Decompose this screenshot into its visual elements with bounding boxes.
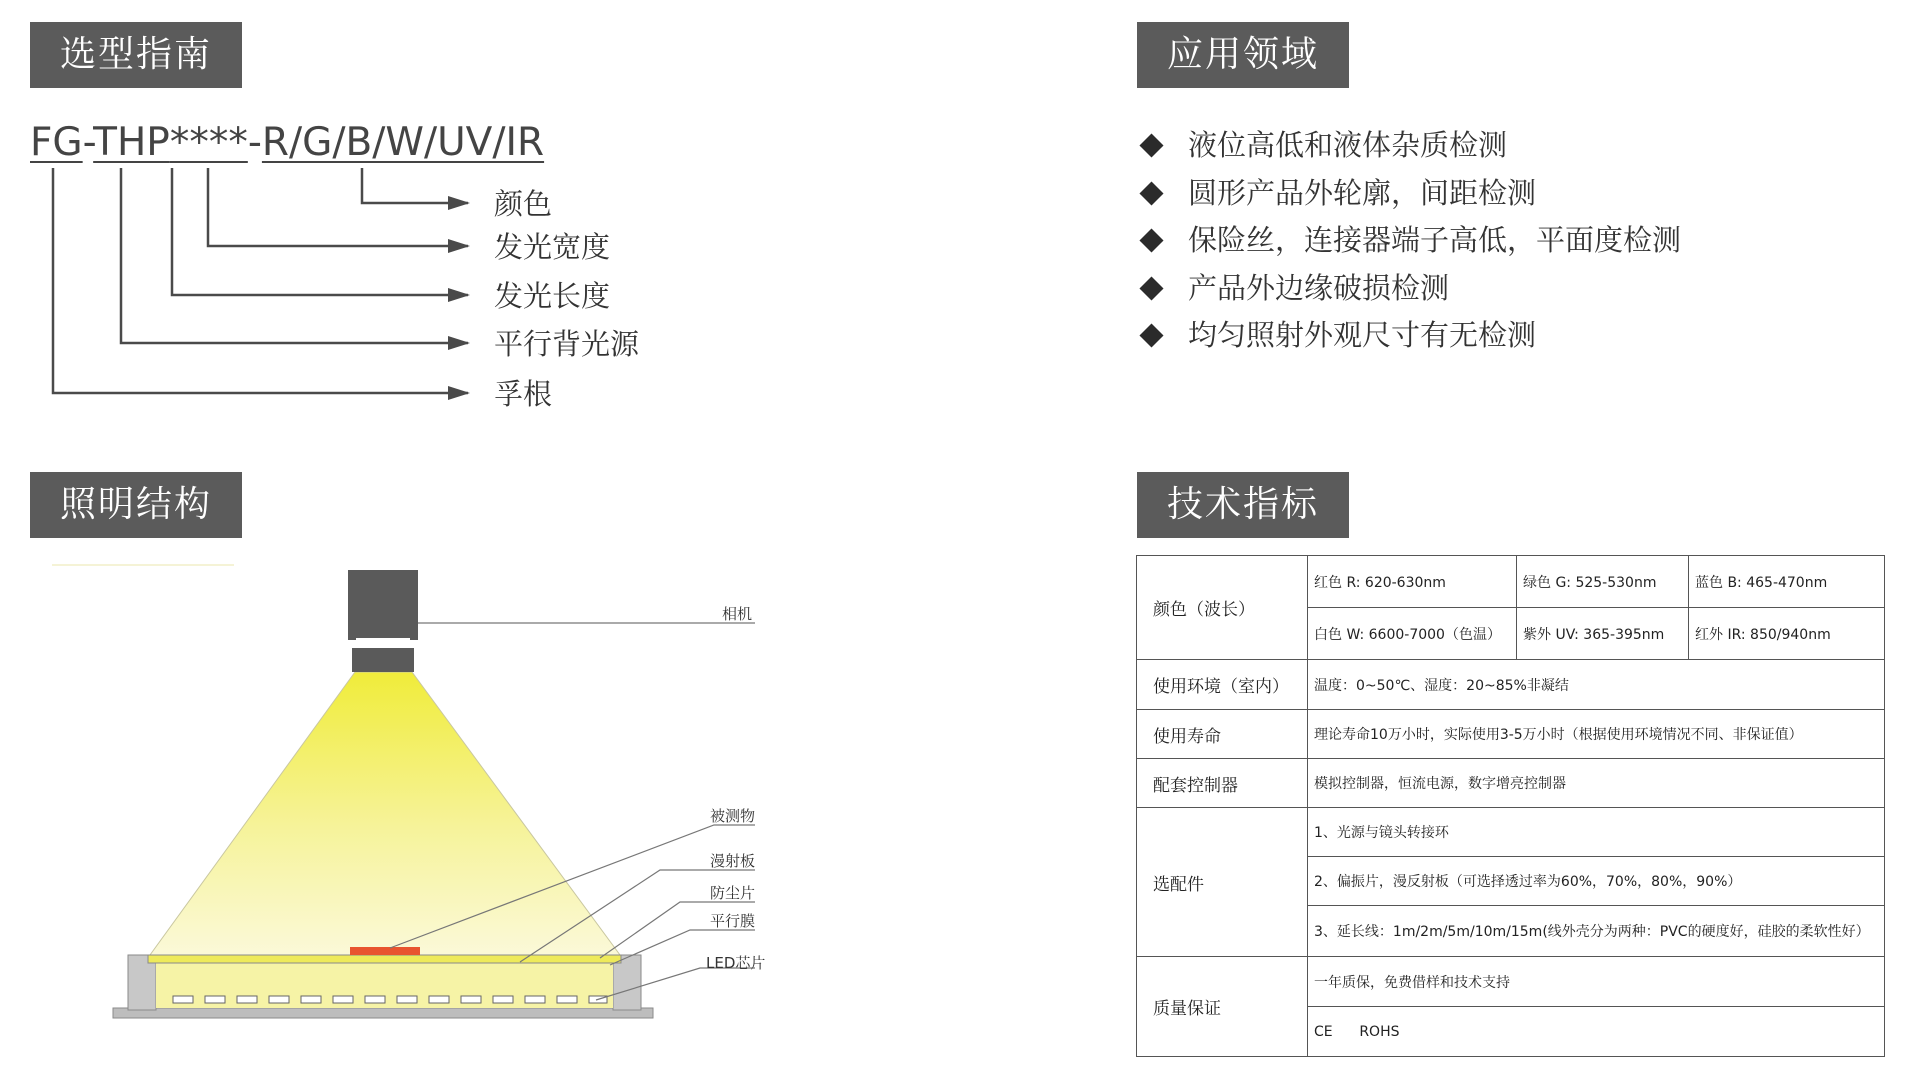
label-led: LED芯片 <box>706 954 766 972</box>
spec-color-ir: 红外 IR: 850/940nm <box>1689 608 1885 660</box>
table-row <box>1137 808 1885 857</box>
diamond-bullet-icon <box>1139 276 1163 300</box>
spec-color-blue: 蓝色 B: 465-470nm <box>1689 556 1885 608</box>
table-row <box>1137 957 1885 1007</box>
section-title-application: 应用领域 <box>1137 22 1349 88</box>
spec-env-value: 温度：0~50℃、湿度：20~85%非凝结 <box>1308 660 1885 710</box>
label-film: 平行膜 <box>710 912 756 930</box>
spec-table <box>1136 555 1885 1057</box>
guide-label-series: 平行背光源 <box>494 327 640 361</box>
model-part-series: THP <box>93 120 170 165</box>
list-item: 产品外边缘破损检测 <box>1137 265 1681 313</box>
guide-label-width: 发光宽度 <box>494 230 611 264</box>
guide-label-length: 发光长度 <box>494 279 611 313</box>
spec-color-uv: 紫外 UV: 365-395nm <box>1517 608 1689 660</box>
light-cone <box>150 672 620 955</box>
spec-head-env: 使用环境（室内） <box>1137 660 1308 710</box>
list-item: 保险丝，连接器端子高低，平面度检测 <box>1137 217 1681 265</box>
section-title-structure: 照明结构 <box>30 472 242 538</box>
model-part-color: R/G/B/W/UV/IR <box>261 120 545 165</box>
model-part-size: **** <box>169 120 248 165</box>
spec-quality-1: 一年质保，免费借样和技术支持 <box>1308 957 1885 1007</box>
spec-accessory-3: 3、延长线：1m/2m/5m/10m/15m(线外壳分为两种：PVC的硬度好，硅胶的柔软性好） <box>1308 906 1885 957</box>
spec-head-controller: 配套控制器 <box>1137 759 1308 808</box>
spec-quality-2: CE ROHS <box>1308 1007 1885 1057</box>
spec-head-quality: 质量保证 <box>1137 957 1308 1057</box>
section-title-guide: 选型指南 <box>30 22 242 88</box>
diamond-bullet-icon <box>1139 229 1163 253</box>
list-item: 圆形产品外轮廓，间距检测 <box>1137 170 1681 218</box>
label-camera: 相机 <box>722 605 753 623</box>
diamond-bullet-icon <box>1139 324 1163 348</box>
model-part-dash: - <box>82 120 94 165</box>
spec-accessory-1: 1、光源与镜头转接环 <box>1308 808 1885 857</box>
spec-head-color: 颜色（波长） <box>1137 556 1308 660</box>
lighting-structure-diagram <box>0 0 800 1080</box>
spec-color-green: 绿色 G: 525-530nm <box>1517 556 1689 608</box>
camera-icon <box>348 570 418 672</box>
object-under-test <box>350 947 420 955</box>
light-housing <box>113 955 653 1018</box>
label-dust: 防尘片 <box>710 884 756 902</box>
spec-color-red: 红色 R: 620-630nm <box>1308 556 1517 608</box>
spec-color-white: 白色 W: 6600-7000（色温） <box>1308 608 1517 660</box>
diffuser-plate <box>148 955 621 963</box>
table-row <box>1137 660 1885 710</box>
table-row <box>1137 710 1885 759</box>
spec-life-value: 理论寿命10万小时，实际使用3-5万小时（根据使用环境情况不同、非保证值） <box>1308 710 1885 759</box>
model-part-brand: FG <box>30 120 83 165</box>
label-object: 被测物 <box>710 807 756 825</box>
spec-head-accessories: 选配件 <box>1137 808 1308 957</box>
table-row <box>1137 556 1885 608</box>
label-diffuser: 漫射板 <box>710 852 756 870</box>
application-list <box>1137 122 1681 360</box>
guide-label-brand: 孚根 <box>494 377 553 411</box>
list-item: 均匀照射外观尺寸有无检测 <box>1137 312 1681 360</box>
spec-controller-value: 模拟控制器，恒流电源，数字增亮控制器 <box>1308 759 1885 808</box>
spec-head-life: 使用寿命 <box>1137 710 1308 759</box>
spec-accessory-2: 2、偏振片，漫反射板（可选择透过率为60%，70%，80%，90%） <box>1308 857 1885 906</box>
table-row <box>1137 759 1885 808</box>
section-title-spec: 技术指标 <box>1137 472 1349 538</box>
guide-label-color: 颜色 <box>494 187 553 221</box>
diamond-bullet-icon <box>1139 134 1163 158</box>
diamond-bullet-icon <box>1139 181 1163 205</box>
model-part-dash: - <box>247 120 262 165</box>
list-item: 液位高低和液体杂质检测 <box>1137 122 1681 170</box>
